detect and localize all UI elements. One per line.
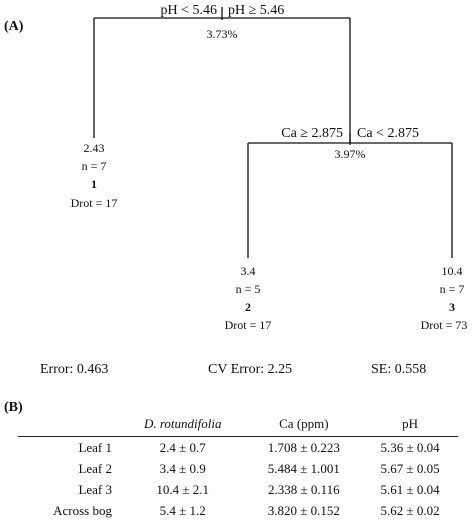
ca-cell: 3.820 ± 0.152 [267,502,340,518]
row-label: Leaf 2 [78,460,112,476]
ca-cell: 5.484 ± 1.001 [267,460,340,476]
ph-cell: 5.61 ± 0.04 [380,481,440,497]
table-header-ph: pH [362,414,458,437]
ph-cell: 5.62 ± 0.02 [380,502,440,518]
leaf1-n: n = 7 [81,159,107,173]
leaf2-drot: Drot = 17 [224,318,272,332]
leaf2-n: n = 5 [235,282,261,296]
row-label: Across bog [53,502,112,518]
table-row [18,437,458,459]
ca-cell: 1.708 ± 0.223 [267,439,340,455]
ph-cell: 5.67 ± 0.05 [380,460,440,476]
species-cell: 2.4 ± 0.7 [159,439,206,455]
root-split-right-label: pH ≥ 5.46 [228,3,285,18]
table-header-species: D. rotundifolia [120,414,245,437]
leaf3-n: n = 7 [439,282,465,296]
table-row [18,458,458,479]
node2-split-right-label: Ca < 2.875 [357,126,419,141]
cv-error-summary: CV Error: 2.25 [208,362,293,377]
root-error-label: 3.73% [206,27,238,41]
leaf3-id: 3 [449,300,455,314]
table-header-ca: Ca (ppm) [245,414,362,437]
root-split-left-label: pH < 5.46 [160,3,217,18]
summary-table [18,414,458,521]
leaf2-value: 3.4 [240,264,256,278]
table-row [18,479,458,500]
leaf3-drot: Drot = 73 [420,318,468,332]
se-summary: SE: 0.558 [371,362,427,377]
panel-a-label: (A) [4,19,24,34]
species-cell: 10.4 ± 2.1 [156,481,210,497]
ca-cell: 2.338 ± 0.116 [268,481,340,497]
panel-b-label: (B) [4,400,23,415]
ph-cell: 5.36 ± 0.04 [380,439,440,455]
node2-error-label: 3.97% [334,147,366,161]
species-cell: 3.4 ± 0.9 [159,460,206,476]
leaf3-value: 10.4 [441,264,463,278]
table-header-blank [18,414,120,437]
species-cell: 5.4 ± 1.2 [159,502,206,518]
row-label: Leaf 3 [78,481,112,497]
leaf2-id: 2 [245,300,251,314]
table-row [18,500,458,521]
leaf1-drot: Drot = 17 [70,196,118,210]
leaf1-id: 1 [91,177,97,191]
node2-split-left-label: Ca ≥ 2.875 [281,126,343,141]
row-label: Leaf 1 [78,439,112,455]
leaf1-value: 2.43 [83,141,105,155]
error-summary: Error: 0.463 [40,362,109,377]
table-header-row [18,414,458,437]
